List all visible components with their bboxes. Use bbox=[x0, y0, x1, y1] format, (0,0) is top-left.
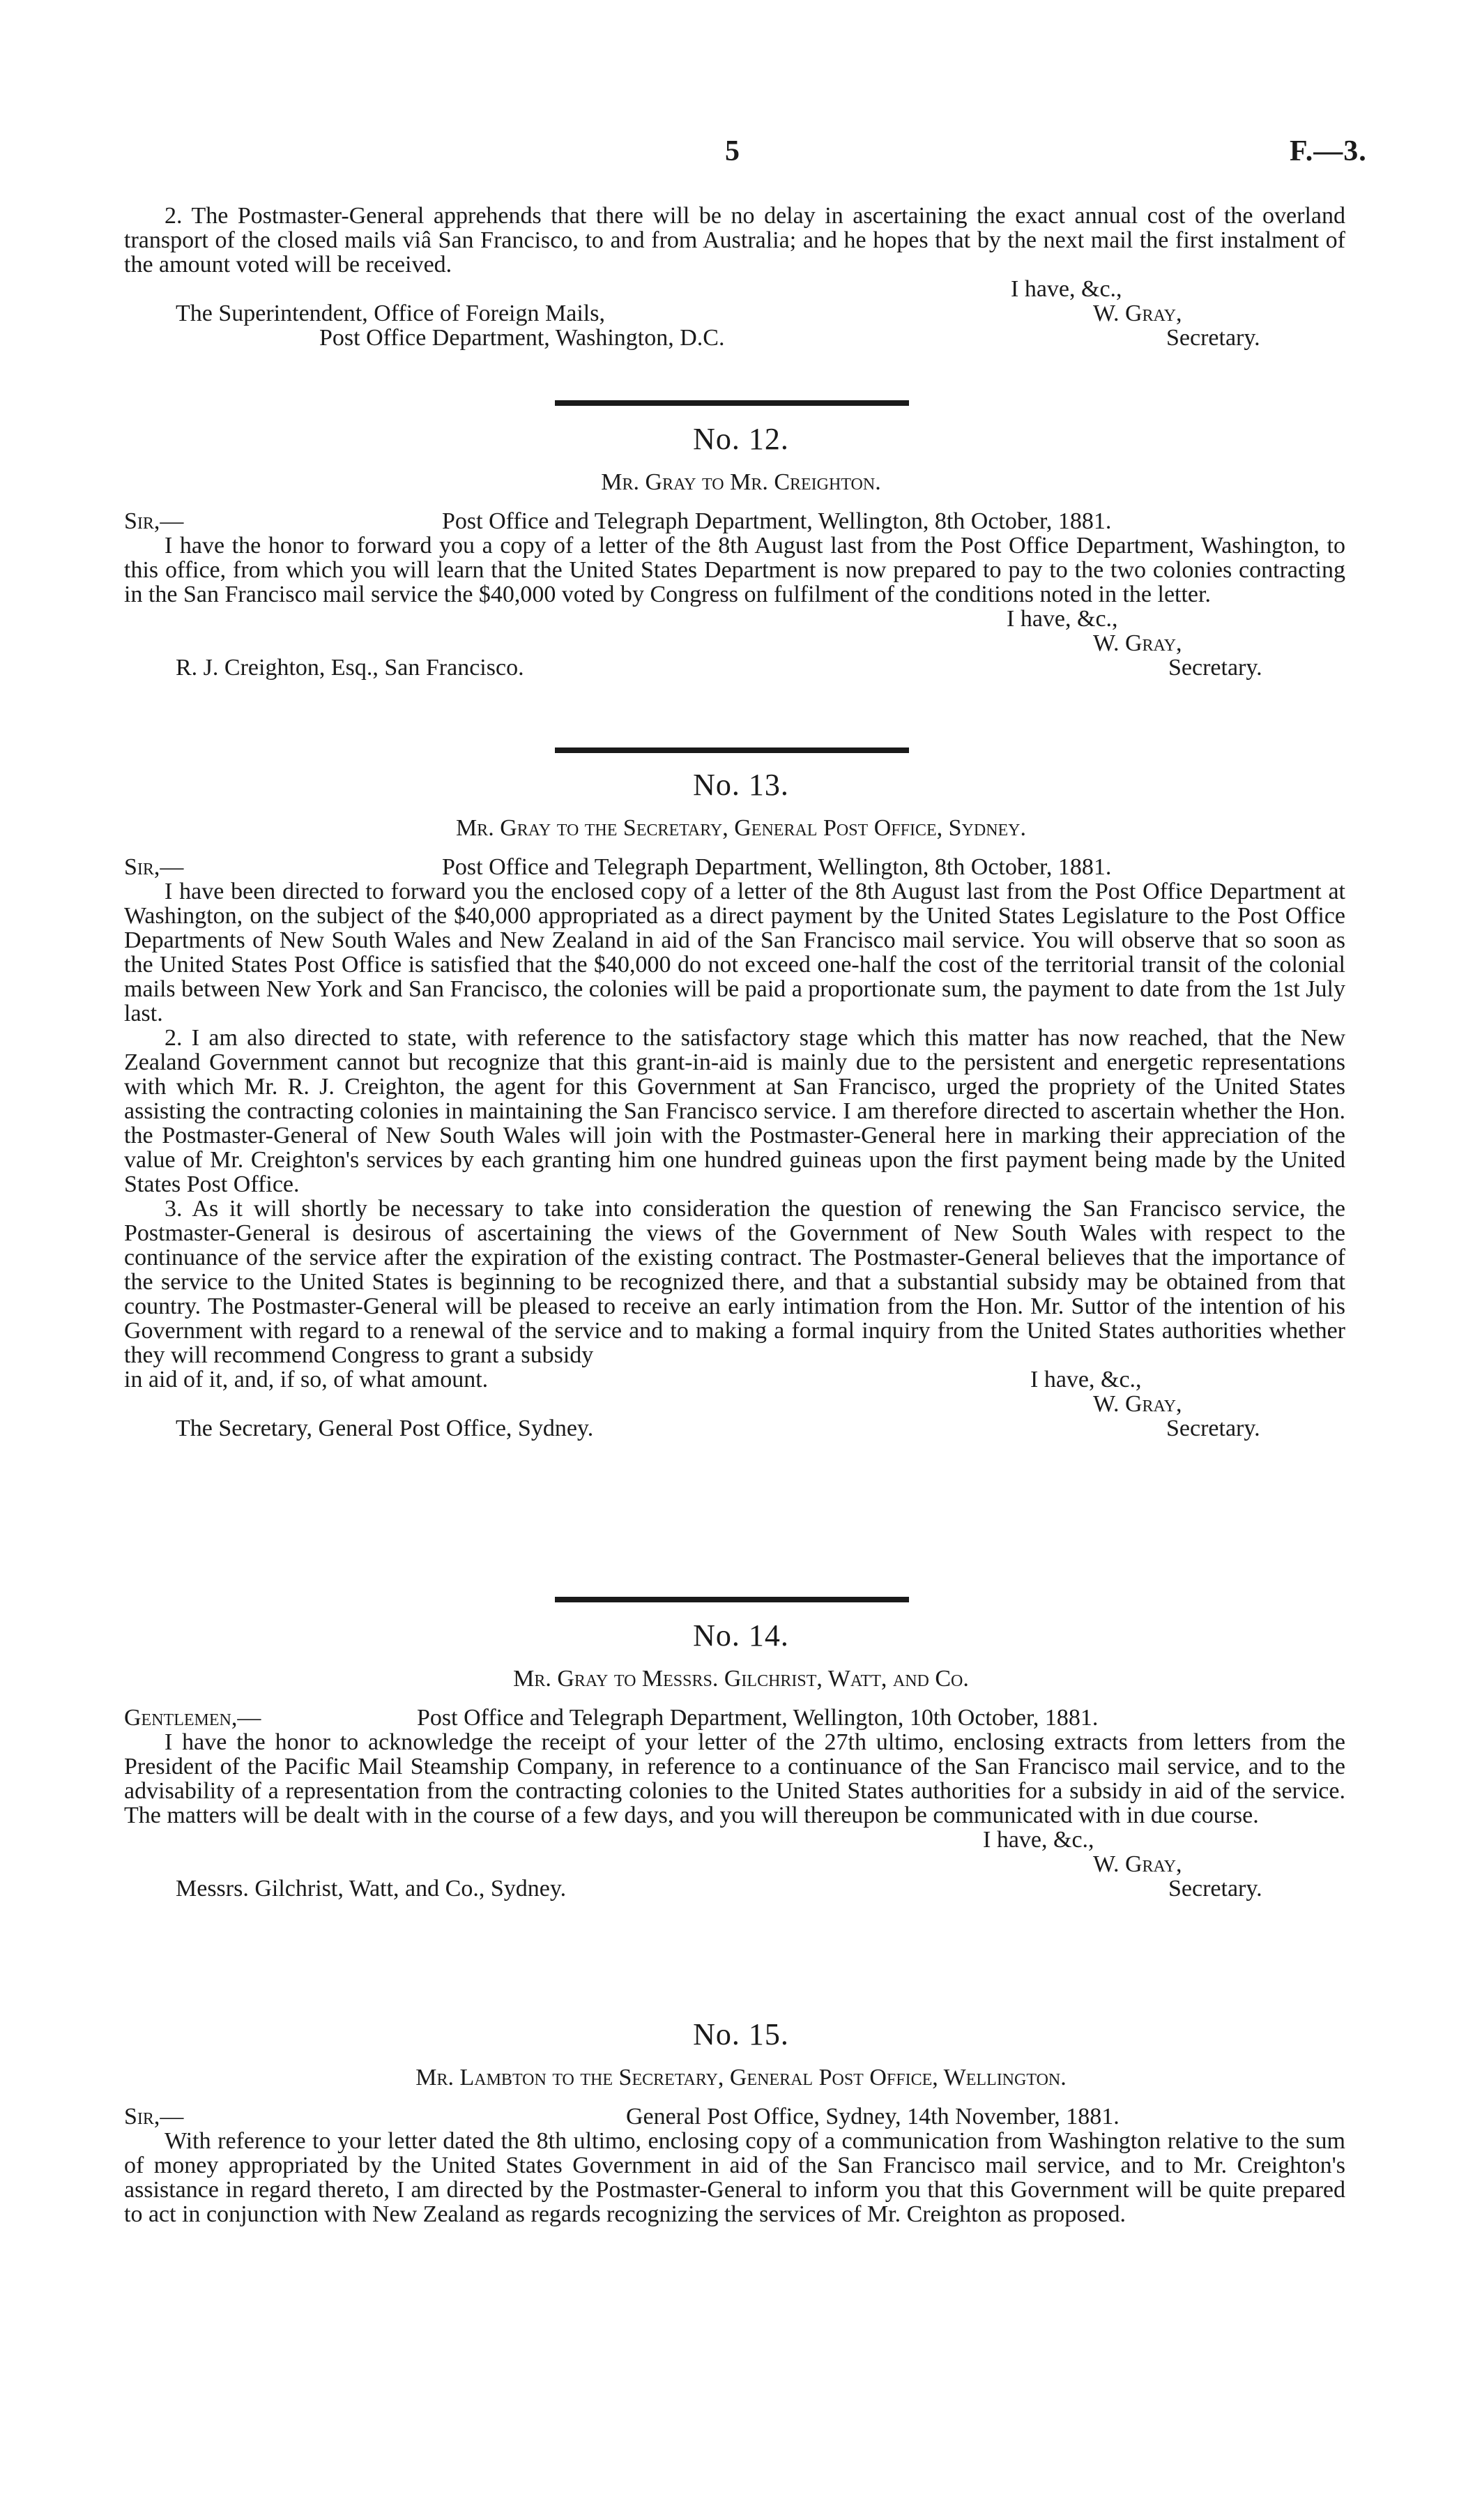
signatory-title: Secretary. bbox=[1168, 1876, 1262, 1902]
paragraph: I have been directed to forward you the enclosed copy of a letter of the 8th August last from the Post Office Department at Washington, on the subject of the $40,000 appropriated as a direct payment by the United States Legislature to the Post Office Departments of New South Wales and New Zealand in aid of the San Francisco mail service. You will observe that so soon as the United States Post Office is satisfied that the $40,000 do not exceed one-half the cost of the territorial transit of the colonial mails between New York and San Francisco, the colonies will be paid a proportionate sum, the payment to date from the 1st July last. bbox=[124, 879, 1345, 1026]
salutation: Gentlemen,— bbox=[124, 1705, 261, 1731]
signature: W. Gray, bbox=[1093, 301, 1182, 326]
document-reference: F.—3. bbox=[1290, 135, 1367, 167]
signatory-title: Secretary. bbox=[1166, 325, 1260, 351]
salutation: Sir,— bbox=[124, 2104, 184, 2130]
letter-number: No. 13. bbox=[693, 768, 789, 802]
salutation: Sir,— bbox=[124, 854, 184, 880]
section-divider bbox=[555, 400, 909, 406]
letter-number: No. 12. bbox=[693, 422, 789, 456]
letter-heading: Mr. Lambton to the Secretary, General Post Office, Wellington. bbox=[415, 2065, 1067, 2090]
letter-no-14 bbox=[124, 1706, 1345, 1901]
letter-heading: Mr. Gray to the Secretary, General Post Office, Sydney. bbox=[455, 815, 1027, 841]
closing: I have, &c., bbox=[1011, 276, 1122, 302]
signature: W. Gray, bbox=[1093, 1391, 1182, 1417]
addressee: The Superintendent, Office of Foreign Mails, bbox=[176, 301, 605, 326]
paragraph-end: in aid of it, and, if so, of what amount. bbox=[124, 1367, 489, 1392]
previous-letter-tail bbox=[124, 204, 1345, 350]
letter-number: No. 14. bbox=[693, 1618, 789, 1653]
signature: W. Gray, bbox=[1093, 1851, 1182, 1877]
dateline: Post Office and Telegraph Department, Wellington, 10th October, 1881. bbox=[417, 1705, 1099, 1731]
page-number: 5 bbox=[725, 135, 740, 167]
letter-no-15 bbox=[124, 2104, 1345, 2226]
closing: I have, &c., bbox=[983, 1827, 1094, 1853]
letter-heading: Mr. Gray to Mr. Creighton. bbox=[601, 469, 881, 495]
letter-no-12 bbox=[124, 509, 1345, 680]
letter-body: With reference to your letter dated the 8th ultimo, enclosing copy of a communication from Washington relative to the sum of money appropriated by the United States Government in aid of the San Francisco mail service, and to Mr. Creighton's assistance in regard thereto, I am directed by the Postmaster-General to inform you that this Government will be quite prepared to act in conjunction with New Zealand as regards recognizing the services of Mr. Creighton as proposed. bbox=[124, 2128, 1345, 2227]
salutation: Sir,— bbox=[124, 508, 184, 534]
closing: I have, &c., bbox=[1030, 1367, 1142, 1392]
addressee: Post Office Department, Washington, D.C. bbox=[319, 325, 725, 351]
addressee: The Secretary, General Post Office, Sydney. bbox=[176, 1415, 594, 1441]
addressee: Messrs. Gilchrist, Watt, and Co., Sydney. bbox=[176, 1876, 567, 1902]
letter-no-13 bbox=[124, 855, 1345, 1441]
dateline: Post Office and Telegraph Department, Wellington, 8th October, 1881. bbox=[442, 854, 1112, 880]
paragraph: 2. The Postmaster-General apprehends that there will be no delay in ascertaining the exact annual cost of the overland transport of the closed mails viâ San Francisco, to and from Australia; and he hopes that by the next mail the first instalment of the amount voted will be received. bbox=[124, 203, 1345, 278]
paragraph: 2. I am also directed to state, with reference to the satisfactory stage which this matter has now reached, that the New Zealand Government cannot but recognize that this grant-in-aid is mainly due to the persistent and energetic representations with which Mr. R. J. Creighton, the agent for this Government at San Francisco, urged the propriety of the United States assisting the contracting colonies in maintaining the San Francisco service. I am therefore directed to ascertain whether the Hon. the Postmaster-General of New South Wales will join with the Postmaster-General here in marking their appreciation of the value of Mr. Creighton's services by each granting him one hundred guineas upon the first payment being made by the United States Post Office. bbox=[124, 1025, 1345, 1197]
section-divider bbox=[555, 1597, 909, 1602]
signatory-title: Secretary. bbox=[1166, 1415, 1260, 1441]
letter-heading: Mr. Gray to Messrs. Gilchrist, Watt, and Co. bbox=[513, 1666, 969, 1692]
letter-number: No. 15. bbox=[693, 2017, 789, 2051]
signatory-title: Secretary. bbox=[1168, 655, 1262, 681]
dateline: Post Office and Telegraph Department, Wellington, 8th October, 1881. bbox=[442, 508, 1112, 534]
paragraph: 3. As it will shortly be necessary to take into consideration the question of renewing the San Francisco service, the Postmaster-General is desirous of ascertaining the views of the Government of New South Wales with respect to the continuance of the service after the expiration of the existing contract. The Postmaster-General believes that the importance of the service to the United States is beginning to be recognized there, and that a substantial subsidy may be obtained from that country. The Postmaster-General will be pleased to receive an early intimation from the Hon. Mr. Suttor of the intention of his Government with regard to a renewal of the service and to making a formal inquiry from the United States authorities whether they will recommend Congress to grant a subsidy bbox=[124, 1196, 1345, 1368]
dateline: General Post Office, Sydney, 14th November, 1881. bbox=[626, 2104, 1120, 2130]
section-divider bbox=[555, 747, 909, 753]
closing: I have, &c., bbox=[1007, 606, 1118, 632]
addressee: R. J. Creighton, Esq., San Francisco. bbox=[176, 655, 524, 681]
letter-body: I have the honor to acknowledge the receipt of your letter of the 27th ultimo, enclosing extracts from letters from the President of the Pacific Mail Steamship Company, in reference to a continuance of the San Francisco mail service, and to the advisability of a representation from the contracting colonies to the United States authorities for a subsidy in aid of the service. The matters will be dealt with in the course of a few days, and you will thereupon be communicated with in due course. bbox=[124, 1729, 1345, 1828]
letter-body: I have the honor to forward you a copy of a letter of the 8th August last from the Post Office Department, Washington, to this office, from which you will learn that the United States Department is now prepared to pay to the two colonies contracting in the San Francisco mail service the $40,000 voted by Congress on fulfilment of the conditions noted in the letter. bbox=[124, 533, 1345, 607]
signature: W. Gray, bbox=[1093, 630, 1182, 656]
